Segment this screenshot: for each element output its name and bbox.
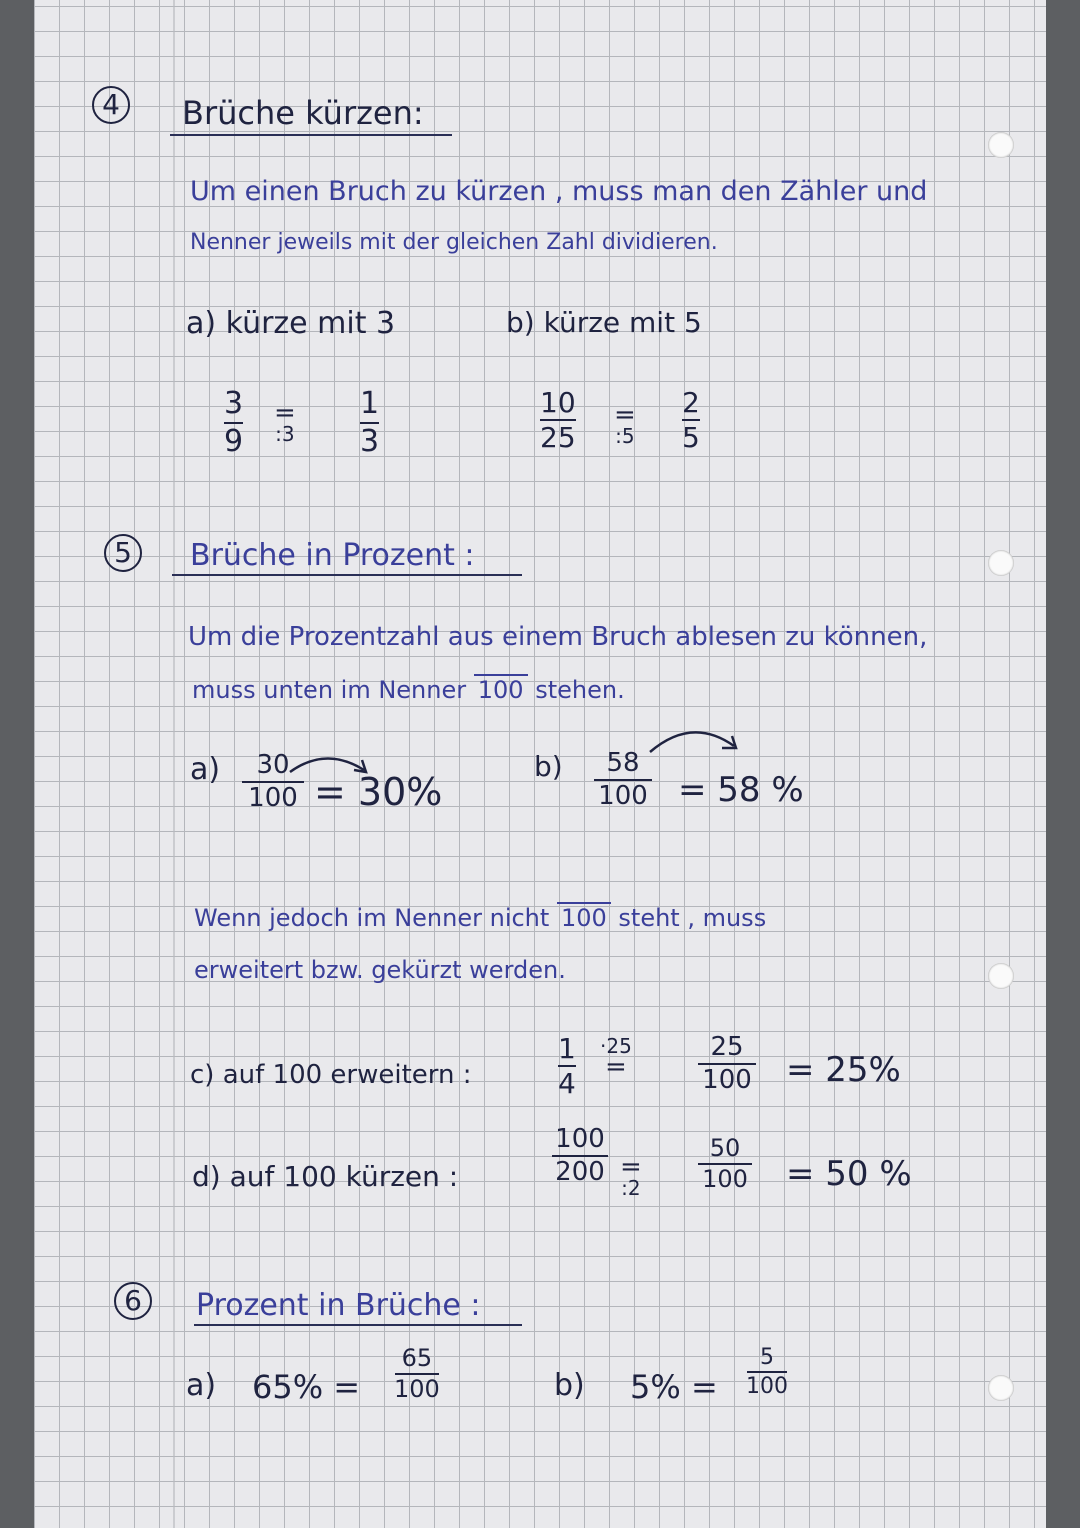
arrow-icon	[646, 724, 746, 758]
punch-hole	[988, 963, 1014, 989]
example-label: a) kürze mit 3	[186, 306, 396, 341]
fraction	[682, 388, 700, 453]
denominator: 100	[394, 1375, 440, 1404]
denominator: 100	[746, 1374, 788, 1400]
operator: :2	[621, 1176, 641, 1200]
percent-value: 65% =	[252, 1368, 361, 1406]
numerator: 100	[555, 1124, 605, 1154]
section-number: 6	[114, 1282, 152, 1320]
fraction	[558, 1034, 576, 1099]
numerator: 50	[709, 1134, 741, 1162]
numerator: 65	[401, 1344, 433, 1372]
example-label: a)	[190, 752, 221, 787]
equals-operator: = :5	[614, 400, 636, 448]
punch-hole	[988, 1375, 1014, 1401]
fraction	[594, 750, 652, 811]
percent-result: = 50 %	[786, 1154, 912, 1194]
percent-result: = 58 %	[678, 770, 804, 810]
example-label: b)	[534, 750, 563, 783]
denominator: 3	[360, 423, 380, 459]
numerator: 1	[558, 1032, 576, 1065]
operator: :5	[615, 424, 635, 448]
denominator: 100	[702, 1065, 752, 1096]
rule-text: erweitert bzw. gekürzt werden.	[194, 956, 566, 984]
example-label: b) kürze mit 5	[506, 306, 702, 339]
grid-paper	[34, 0, 1046, 1528]
fraction	[224, 388, 243, 457]
margin-line	[173, 0, 175, 1528]
title-underline	[194, 1324, 522, 1326]
denominator: 200	[555, 1157, 605, 1188]
rule-text: Um einen Bruch zu kürzen , muss man den Zähler und	[190, 176, 928, 207]
denominator: 100	[248, 783, 298, 814]
fraction	[394, 1346, 440, 1402]
punch-hole	[988, 132, 1014, 158]
numerator: 1	[360, 386, 380, 421]
numerator: 2	[682, 386, 700, 419]
numerator: 58	[606, 748, 640, 778]
numerator: 3	[224, 386, 244, 421]
fraction	[698, 1034, 756, 1095]
denominator: 5	[682, 421, 700, 455]
fraction	[698, 1136, 752, 1192]
operator: ·25	[600, 1034, 632, 1058]
example-label: a)	[186, 1368, 217, 1403]
rule-text: Wenn jedoch im Nenner nicht 100 steht , muss	[194, 904, 767, 932]
denominator: 100	[598, 781, 648, 812]
example-label: c) auf 100 erweitern :	[190, 1060, 472, 1090]
rule-text: Nenner jeweils mit der gleichen Zahl dividieren.	[190, 230, 718, 255]
section-title: Brüche kürzen:	[182, 94, 424, 132]
percent-result: = 25%	[786, 1050, 901, 1090]
title-underline	[172, 574, 522, 576]
numerator: 25	[710, 1032, 744, 1062]
fraction	[360, 388, 379, 457]
denominator: 100	[702, 1165, 748, 1194]
fraction	[540, 388, 576, 453]
rule-text: Um die Prozentzahl aus einem Bruch ablesen zu können,	[188, 622, 928, 652]
percent-value: 5% =	[630, 1368, 718, 1406]
numerator: 5	[760, 1345, 774, 1370]
numerator: 10	[540, 386, 576, 419]
denominator-100: 100	[557, 902, 611, 932]
example-label: b)	[554, 1368, 585, 1403]
section-number: 5	[104, 534, 142, 572]
equals-operator: = :2	[620, 1152, 642, 1200]
section-number: 4	[92, 86, 130, 124]
numerator: 30	[256, 750, 290, 780]
denominator-100: 100	[474, 674, 528, 704]
denominator: 9	[224, 423, 244, 459]
equals-operator: = :3	[274, 398, 296, 446]
title-underline	[170, 134, 452, 136]
punch-hole	[988, 550, 1014, 576]
operator: :3	[275, 422, 295, 446]
equals-operator: ·25 =	[600, 1034, 632, 1082]
denominator: 25	[540, 421, 576, 455]
fraction	[552, 1126, 608, 1187]
example-label: d) auf 100 kürzen :	[192, 1160, 459, 1193]
denominator: 4	[558, 1067, 576, 1101]
percent-result: = 30%	[314, 770, 443, 814]
fraction	[746, 1346, 788, 1398]
section-title: Brüche in Prozent :	[190, 538, 475, 573]
rule-text: muss unten im Nenner 100 stehen.	[192, 676, 625, 704]
section-title: Prozent in Brüche :	[196, 1288, 481, 1323]
